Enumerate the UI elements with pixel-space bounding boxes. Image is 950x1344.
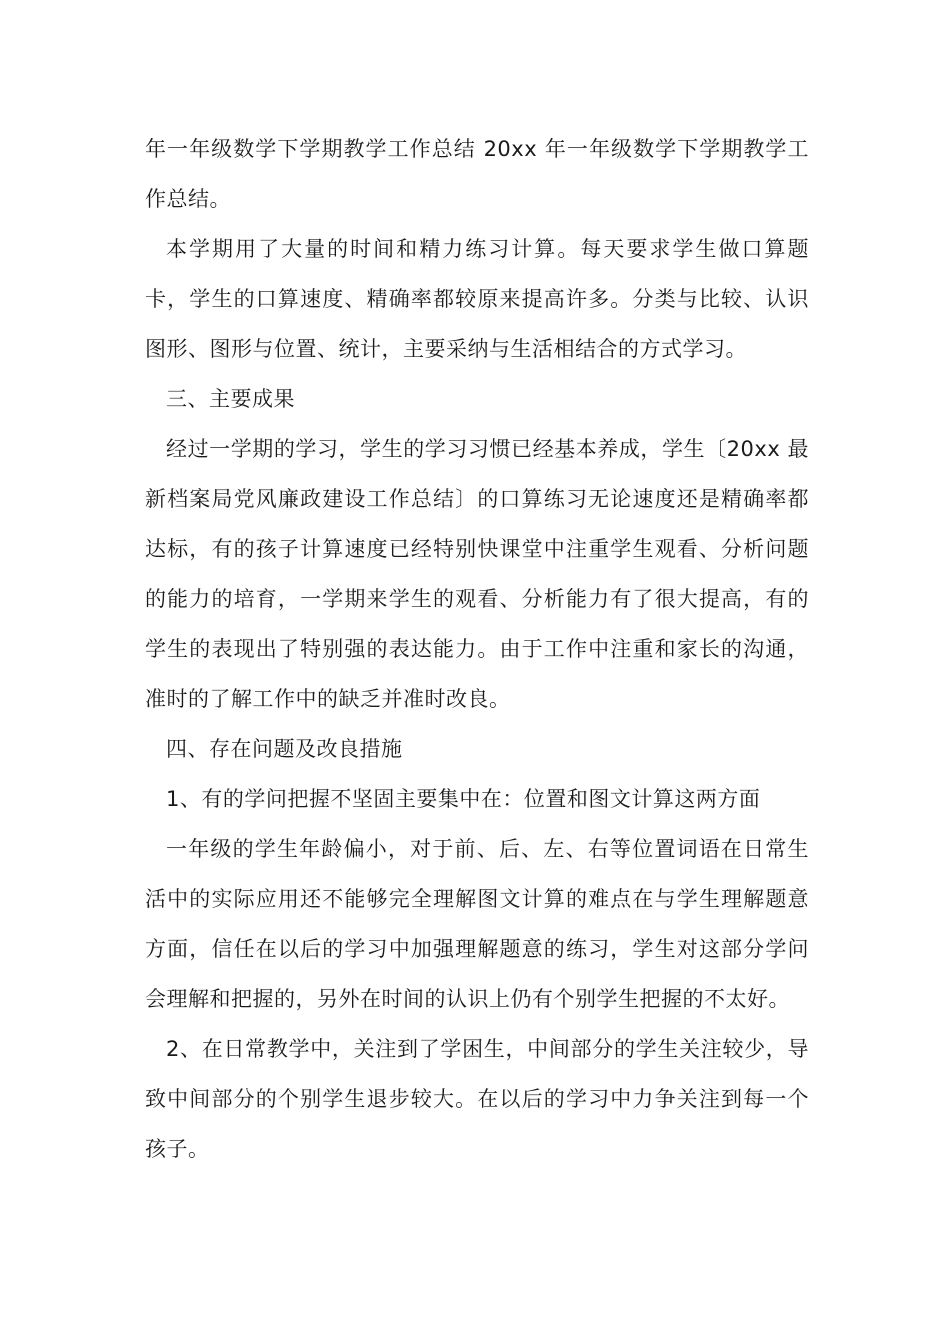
calculation-paragraph: 本学期用了大量的时间和精力练习计算。每天要求学生做口算题卡，学生的口算速度、精确率都较原来提高许多。分类与比较、认识图形、图形与位置、统计，主要采纳与生活相结合的方式学习。 [145, 237, 809, 361]
results-paragraph: 经过一学期的学习，学生的学习习惯已经基本养成，学生〔20xx 最新档案局党风廉政建设工作总结〕的口算练习无论速度还是精确率都达标，有的孩子计算速度已经特别快课堂中注重学生观看、分析问题的能力的培育，一学期来学生的观看、分析能力有了很大提高，有的学生的表现出了特别强的表达能力。由于工作中注重和家长的沟通，准时的了解工作中的缺乏并准时改良。 [145, 437, 809, 711]
section-heading-problems: 四、存在问题及改良措施 [166, 737, 403, 761]
problem-item-2: 2、在日常教学中，关注到了学困生，中间部分的学生关注较少，导致中间部分的个别学生退步较大。在以后的学习中力争关注到每一个孩子。 [145, 1037, 809, 1161]
section-heading-results: 三、主要成果 [166, 387, 295, 411]
problem-1-detail-paragraph: 一年级的学生年龄偏小，对于前、后、左、右等位置词语在日常生活中的实际应用还不能够完全理解图文计算的难点在与学生理解题意方面，信任在以后的学习中加强理解题意的练习，学生对这部分学问会理解和把握的，另外在时间的认识上仍有个别学生把握的不太好。 [145, 837, 809, 1011]
problem-item-1: 1、有的学问把握不坚固主要集中在：位置和图文计算这两方面 [166, 787, 761, 811]
document-body [145, 124, 809, 1174]
intro-paragraph: 年一年级数学下学期教学工作总结 20xx 年一年级数学下学期教学工作总结。 [145, 137, 809, 211]
